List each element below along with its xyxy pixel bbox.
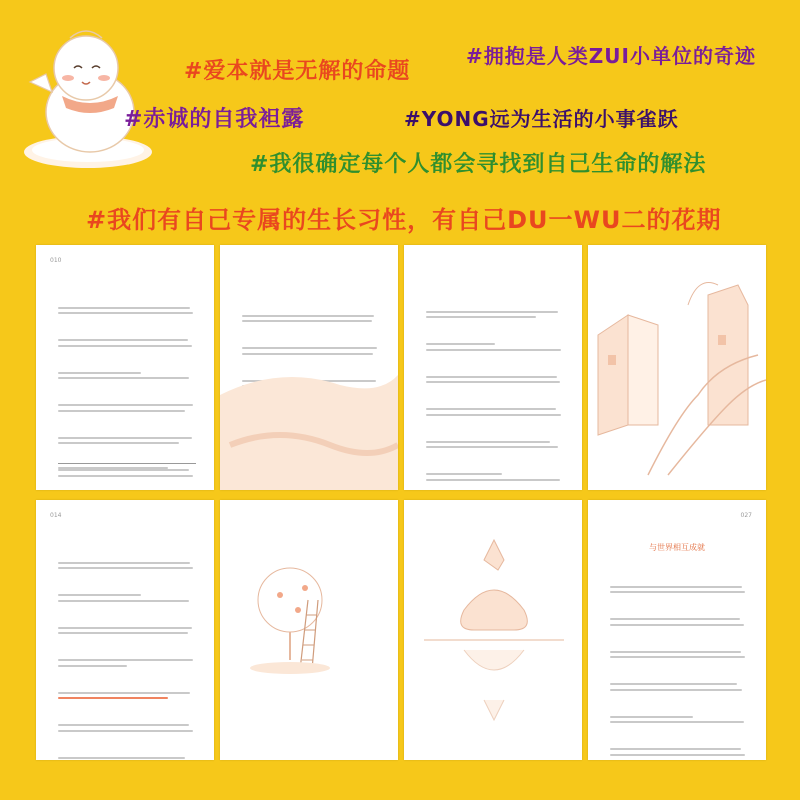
page-body-text — [58, 540, 196, 760]
book-page-5 — [36, 500, 214, 760]
page-number: 027 — [740, 512, 752, 519]
book-page-3 — [404, 245, 582, 490]
hashtag-love-proposition: #爱本就是无解的命题 — [184, 59, 411, 84]
footnote — [58, 463, 196, 469]
tree-ladder-illustration — [220, 500, 398, 760]
hashtag-own-bloom: #我们有自己专属的生长习性，有自己DU一WU二的花期 — [86, 206, 722, 234]
reflection-illustration — [404, 500, 582, 760]
sandy-path-illustration — [220, 245, 398, 490]
book-page-1 — [36, 245, 214, 490]
hashtag-sincere-self: #赤诚的自我袒露 — [124, 107, 305, 132]
page-number: 014 — [50, 512, 62, 519]
book-page-7 — [404, 500, 582, 760]
book-page-4 — [588, 245, 766, 490]
chapter-title: 与世界相互成就 — [649, 543, 705, 552]
book-page-6 — [220, 500, 398, 760]
book-page-2 — [220, 245, 398, 490]
hashtag-hug-miracle: #拥抱是人类ZUI小单位的奇迹 — [466, 44, 756, 68]
book-page-8 — [588, 500, 766, 760]
village-street-illustration — [588, 245, 766, 490]
mascot-illustration — [10, 12, 160, 172]
hashtag-life-solution: #我很确定每个人都会寻找到自己生命的解法 — [250, 152, 707, 177]
page-body-text — [426, 289, 564, 490]
hashtag-small-joys: #YONG远为生活的小事雀跃 — [404, 107, 679, 131]
page-number: 010 — [50, 257, 62, 264]
page-body-text — [610, 564, 748, 760]
page-body-text — [58, 285, 196, 490]
